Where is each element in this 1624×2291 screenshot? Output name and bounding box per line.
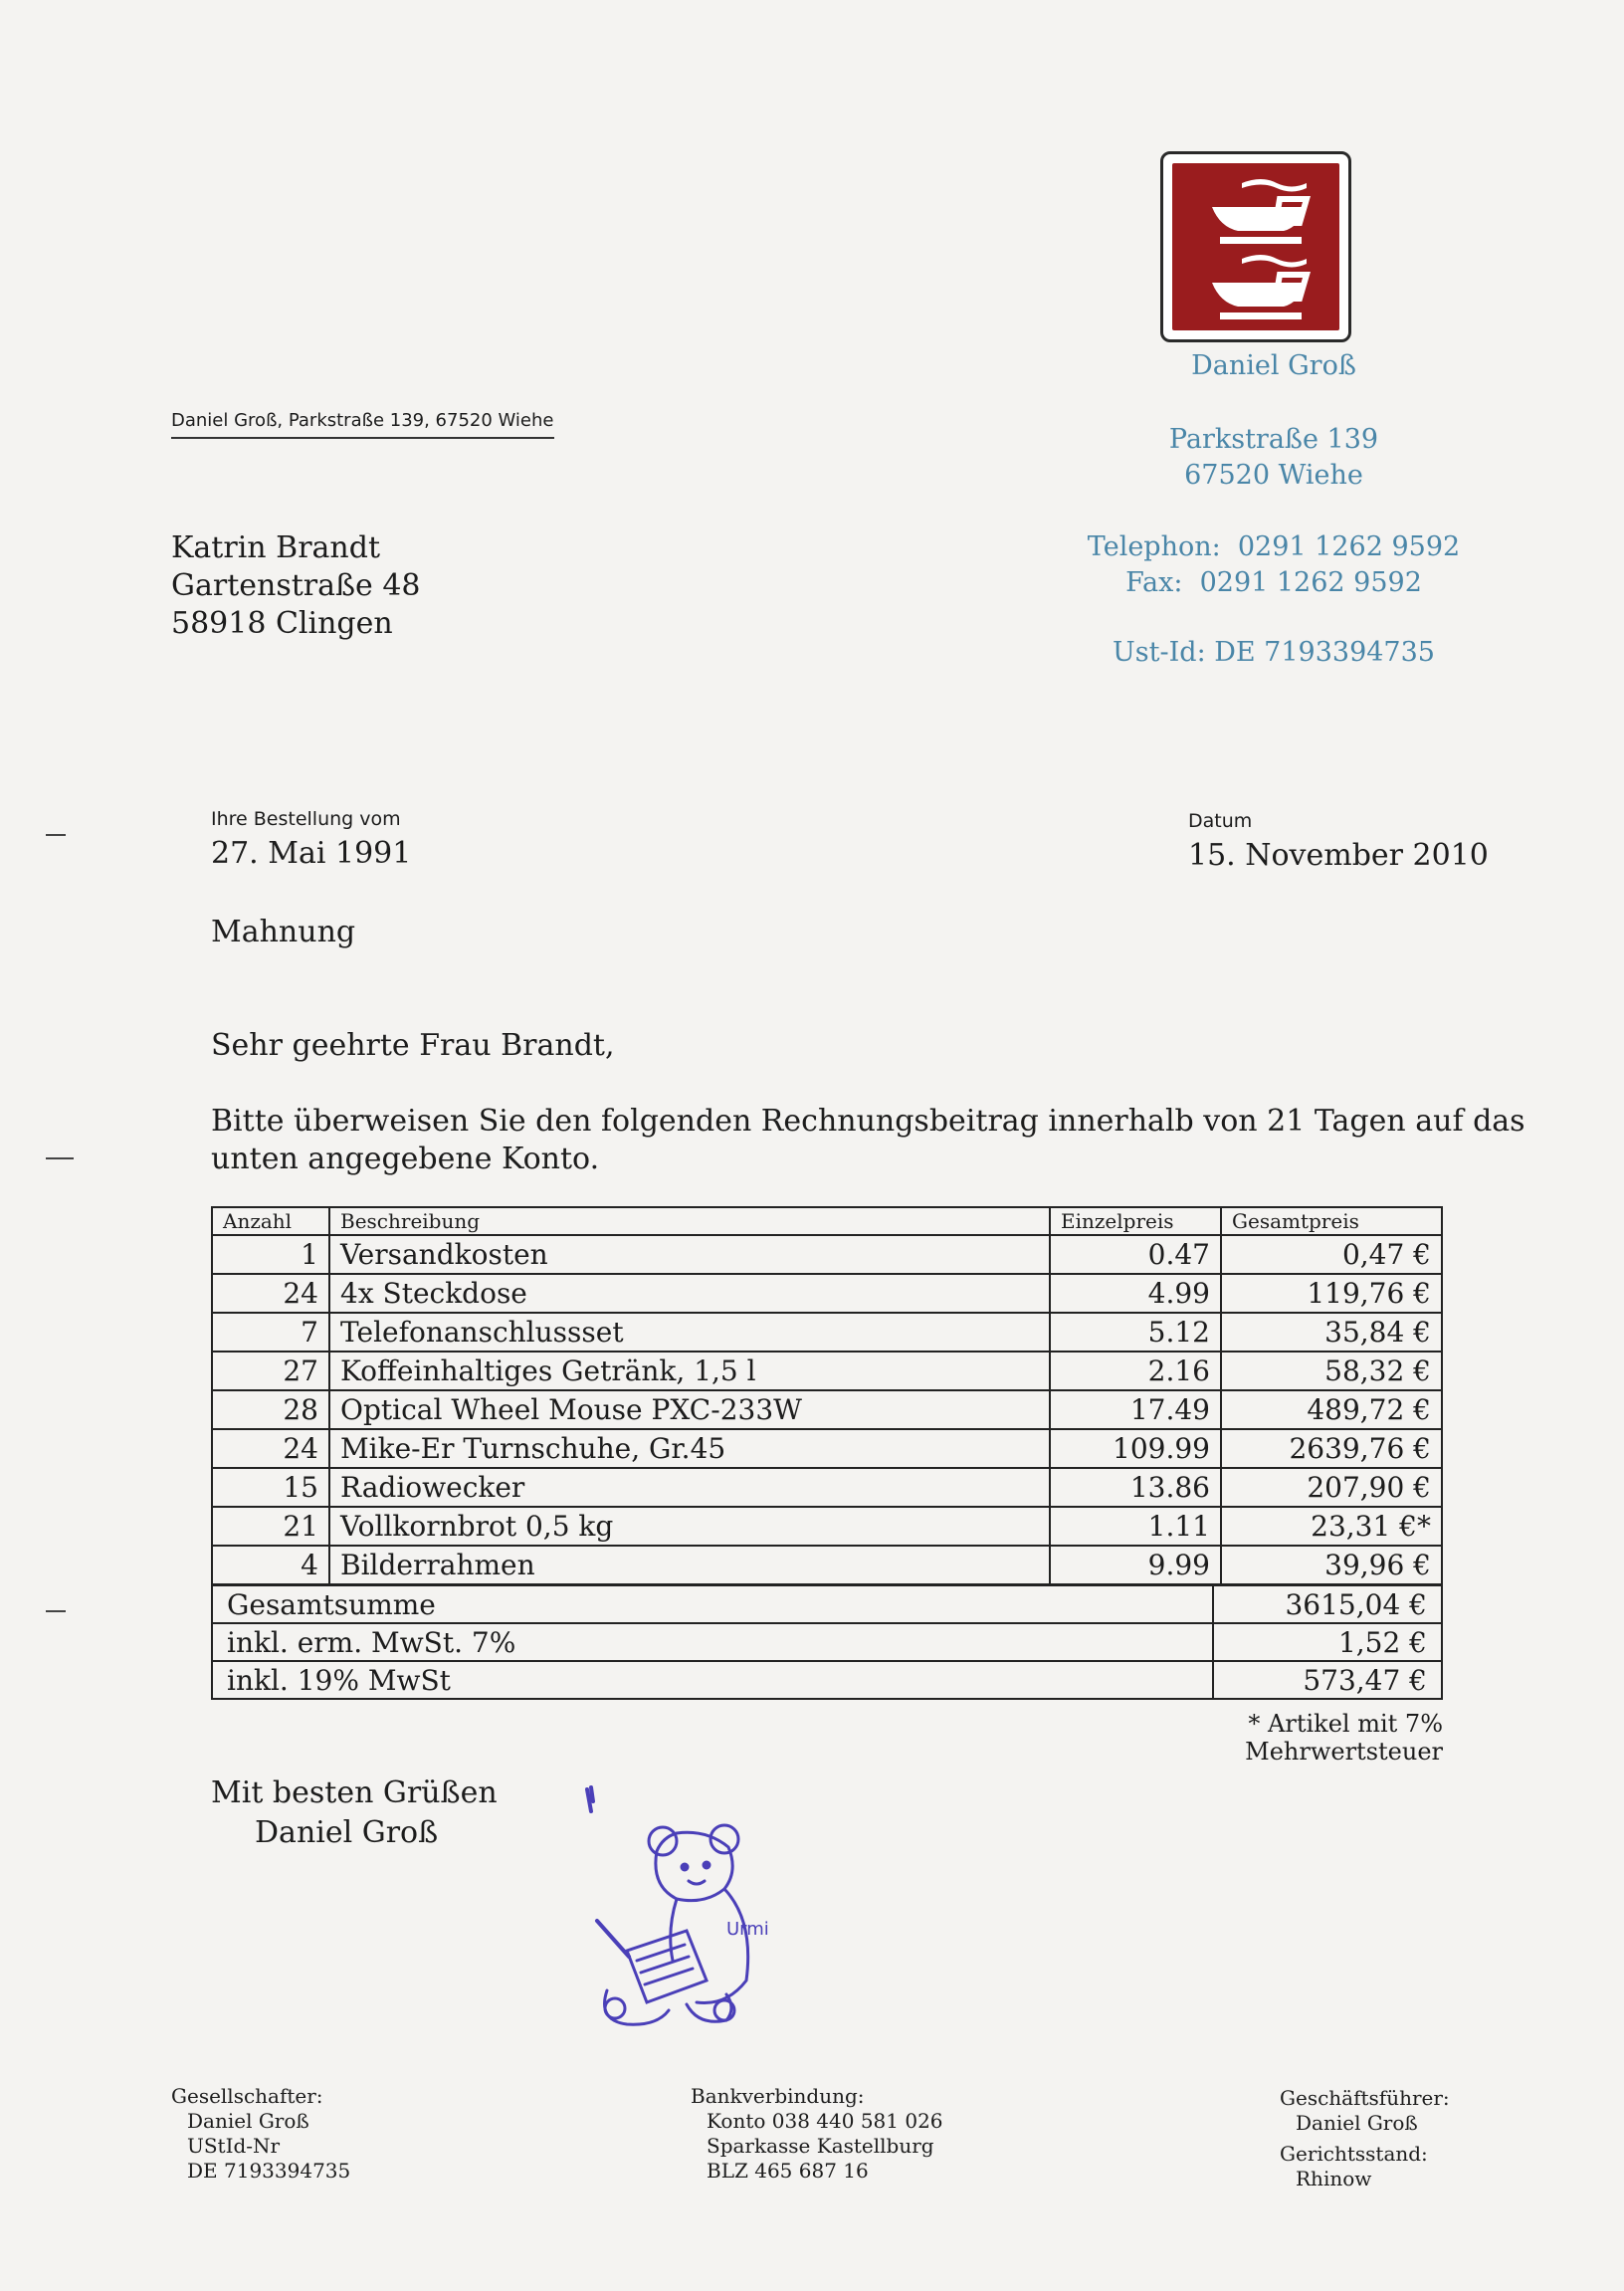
sender-contact: [1055, 529, 1493, 601]
item-qty: 24: [212, 1274, 329, 1313]
item-qty: 28: [212, 1390, 329, 1429]
footer-court-title: Gerichtsstand:: [1280, 2142, 1428, 2166]
item-unit-price: 5.12: [1050, 1313, 1221, 1352]
reading-bear-stamp-icon: [577, 1781, 786, 2030]
sender-city: 67520 Wiehe: [1184, 460, 1363, 491]
totals-value: 1,52 €: [1213, 1623, 1442, 1661]
invoice-items-table: [211, 1206, 1443, 1585]
item-total-price: 207,90 €: [1221, 1468, 1442, 1507]
date-value: 15. November 2010: [1188, 838, 1489, 873]
recipient-city: 58918 Clingen: [171, 606, 393, 641]
table-header-row: [212, 1207, 1442, 1235]
item-description: Koffeinhaltiges Getränk, 1,5 l: [329, 1352, 1050, 1390]
item-description: Vollkornbrot 0,5 kg: [329, 1507, 1050, 1546]
table-row: [212, 1429, 1442, 1468]
recipient-name: Katrin Brandt: [171, 530, 380, 565]
item-total-price: 489,72 €: [1221, 1390, 1442, 1429]
closing-greeting: Mit besten Grüßen: [211, 1775, 498, 1810]
item-qty: 24: [212, 1429, 329, 1468]
item-total-price: 23,31 €*: [1221, 1507, 1442, 1546]
footer-court-line: Rhinow: [1296, 2167, 1372, 2190]
sender-fax: Fax: 0291 1262 9592: [1125, 567, 1422, 598]
header-desc: Beschreibung: [329, 1207, 1050, 1235]
stamp-text: Urmi: [726, 1919, 769, 1940]
header-qty: Anzahl: [212, 1207, 329, 1235]
item-description: Bilderrahmen: [329, 1546, 1050, 1584]
vat-footnote: * Artikel mit 7% Mehrwertsteuer: [1245, 1710, 1443, 1766]
item-description: Versandkosten: [329, 1235, 1050, 1274]
item-unit-price: 9.99: [1050, 1546, 1221, 1584]
return-address-line: Daniel Groß, Parkstraße 139, 67520 Wiehe: [171, 410, 554, 439]
item-unit-price: 2.16: [1050, 1352, 1221, 1390]
item-description: Mike-Er Turnschuhe, Gr.45: [329, 1429, 1050, 1468]
footer-partners-line: Daniel Groß: [187, 2109, 309, 2133]
closing-name: Daniel Groß: [255, 1815, 439, 1850]
item-description: 4x Steckdose: [329, 1274, 1050, 1313]
item-total-price: 119,76 €: [1221, 1274, 1442, 1313]
company-logo: [1160, 151, 1351, 342]
totals-label: Gesamtsumme: [212, 1585, 1213, 1623]
punch-marker: [46, 1157, 74, 1159]
footer-management-title: Geschäftsführer:: [1280, 2086, 1450, 2110]
header-unit-price: Einzelpreis: [1050, 1207, 1221, 1235]
footer-bank-line: Konto 038 440 581 026: [707, 2109, 943, 2133]
table-row: [212, 1235, 1442, 1274]
fold-marker: [46, 834, 66, 836]
item-description: Telefonanschlussset: [329, 1313, 1050, 1352]
item-unit-price: 1.11: [1050, 1507, 1221, 1546]
footer-partners-title: Gesellschafter:: [171, 2084, 323, 2108]
sender-ust-id: Ust-Id: DE 7193394735: [1113, 637, 1435, 668]
table-row: [212, 1507, 1442, 1546]
item-qty: 1: [212, 1235, 329, 1274]
footer-partners-line: DE 7193394735: [187, 2159, 351, 2183]
item-qty: 15: [212, 1468, 329, 1507]
item-qty: 4: [212, 1546, 329, 1584]
totals-label: inkl. erm. MwSt. 7%: [212, 1623, 1213, 1661]
recipient-street: Gartenstraße 48: [171, 568, 421, 603]
totals-row: [212, 1623, 1442, 1661]
order-date-value: 27. Mai 1991: [211, 836, 412, 871]
item-unit-price: 4.99: [1050, 1274, 1221, 1313]
table-row: [212, 1390, 1442, 1429]
date-label: Datum: [1188, 810, 1253, 832]
item-unit-price: 0.47: [1050, 1235, 1221, 1274]
recipient-address: [171, 529, 421, 643]
totals-label: inkl. 19% MwSt: [212, 1661, 1213, 1699]
fold-marker: [46, 1610, 66, 1612]
table-row: [212, 1274, 1442, 1313]
footer-bank-line: Sparkasse Kastellburg: [707, 2134, 934, 2158]
table-body: [212, 1235, 1442, 1584]
item-qty: 21: [212, 1507, 329, 1546]
sender-name: Daniel Groß: [1191, 350, 1356, 381]
item-total-price: 35,84 €: [1221, 1313, 1442, 1352]
table-row: [212, 1468, 1442, 1507]
header-total-price: Gesamtpreis: [1221, 1207, 1442, 1235]
stacked-cups-icon: [1172, 163, 1339, 330]
footer-partners: [171, 2084, 350, 2184]
item-unit-price: 17.49: [1050, 1390, 1221, 1429]
closing: [211, 1773, 498, 1853]
item-total-price: 58,32 €: [1221, 1352, 1442, 1390]
item-unit-price: 13.86: [1050, 1468, 1221, 1507]
table-row: [212, 1313, 1442, 1352]
order-date-label: Ihre Bestellung vom: [211, 808, 401, 830]
body-line: unten angegebene Konto.: [211, 1142, 600, 1176]
item-unit-price: 109.99: [1050, 1429, 1221, 1468]
sender-telephone: Telephon: 0291 1262 9592: [1087, 531, 1461, 562]
sender-address: [1075, 422, 1473, 494]
item-qty: 27: [212, 1352, 329, 1390]
body-line: Bitte überweisen Sie den folgenden Rechnungsbeitrag innerhalb von 21 Tagen auf das: [211, 1104, 1525, 1139]
item-qty: 7: [212, 1313, 329, 1352]
totals-row: [212, 1661, 1442, 1699]
footer-management: [1280, 2086, 1450, 2191]
footer-partners-line: UStId-Nr: [187, 2134, 281, 2158]
footer-bank-title: Bankverbindung:: [691, 2084, 865, 2108]
subject: Mahnung: [211, 915, 356, 949]
item-total-price: 39,96 €: [1221, 1546, 1442, 1584]
salutation: Sehr geehrte Frau Brandt,: [211, 1028, 615, 1063]
totals-table: [211, 1584, 1443, 1700]
item-description: Radiowecker: [329, 1468, 1050, 1507]
totals-value: 573,47 €: [1213, 1661, 1442, 1699]
footer-management-line: Daniel Groß: [1296, 2111, 1418, 2135]
totals-row: [212, 1585, 1442, 1623]
item-total-price: 2639,76 €: [1221, 1429, 1442, 1468]
totals-body: [212, 1585, 1442, 1699]
totals-value: 3615,04 €: [1213, 1585, 1442, 1623]
footer-bank: [691, 2084, 943, 2184]
item-total-price: 0,47 €: [1221, 1235, 1442, 1274]
table-row: [212, 1546, 1442, 1584]
body-text: [211, 1103, 1525, 1178]
sender-street: Parkstraße 139: [1168, 424, 1379, 455]
footer-bank-line: BLZ 465 687 16: [707, 2159, 869, 2183]
item-description: Optical Wheel Mouse PXC-233W: [329, 1390, 1050, 1429]
table-row: [212, 1352, 1442, 1390]
